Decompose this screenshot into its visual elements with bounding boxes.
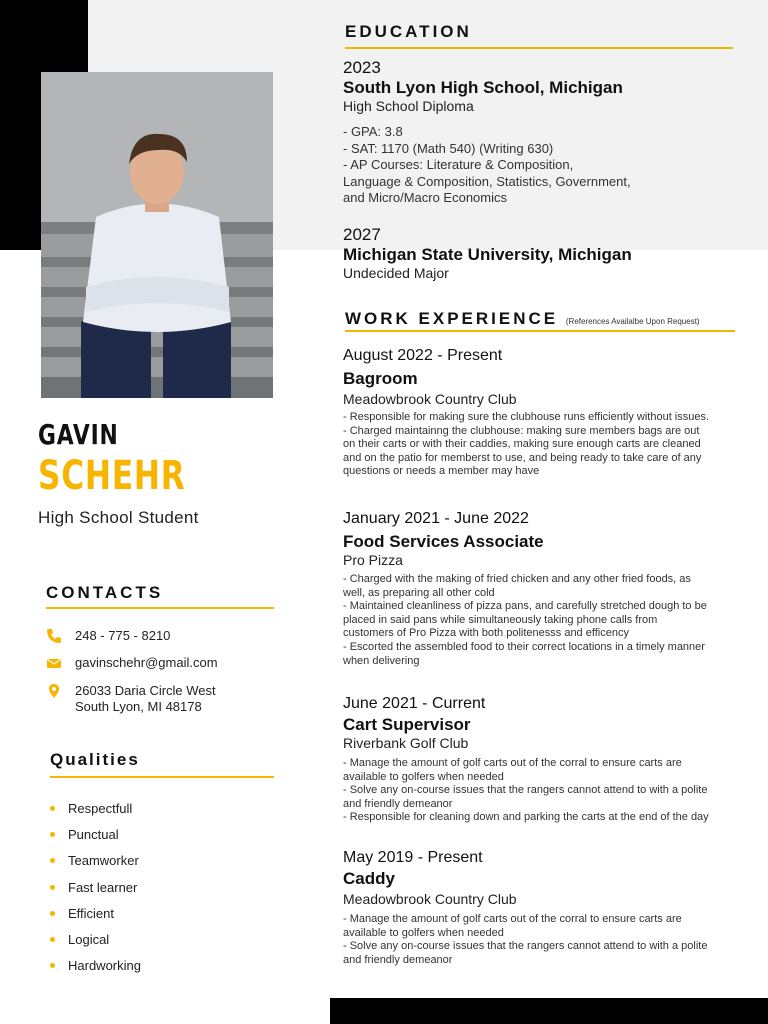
- contacts-heading: CONTACTS: [46, 583, 164, 602]
- qualities-heading: Qualities: [50, 750, 140, 769]
- job-date: August 2022 - Present: [343, 347, 503, 364]
- bullet-dot-icon: [50, 937, 55, 942]
- qualities-rule: [50, 776, 274, 778]
- job-entry: [343, 347, 753, 479]
- job-organization: Riverbank Golf Club: [343, 735, 469, 751]
- education-year: 2027: [343, 225, 381, 244]
- job-description: - Charged with the making of fried chicken and any other fried foods, as well, as preparing all other cold - Maintained cleanliness of pizza pans, and carefully stretched dough to be placed in said pans while simultaneously taking phone calls from customers of Pro Pizza with both politenesss and efficency - Escorted the assembled food to their correct locations in a timely manner when delivering: [343, 573, 707, 667]
- quality-item: Punctual: [50, 821, 141, 847]
- job-date: June 2021 - Current: [343, 695, 486, 712]
- last-name: SCHEHR: [38, 453, 186, 499]
- job-organization: Meadowbrook Country Club: [343, 891, 517, 907]
- email-address: gavinschehr@gmail.com: [75, 655, 218, 670]
- job-description: - Manage the amount of golf carts out of the corral to ensure carts are available to golfers when needed - Solve any on-course issues that the rangers cannot attend to with a polite and friendly demeanor: [343, 913, 708, 966]
- contact-address: [46, 683, 216, 715]
- education-school: Michigan State University, Michigan: [343, 245, 632, 264]
- education-year: 2023: [343, 58, 381, 77]
- bullet-dot-icon: [50, 806, 55, 811]
- references-note: (References Availalbe Upon Request): [565, 317, 700, 326]
- education-school: South Lyon High School, Michigan: [343, 78, 623, 97]
- work-rule: [345, 330, 735, 332]
- contact-phone[interactable]: [46, 628, 170, 644]
- quality-item: Respectfull: [50, 795, 141, 821]
- location-pin-icon: [46, 683, 62, 699]
- address-line-1: 26033 Daria Circle West: [75, 683, 216, 698]
- education-entry: [343, 225, 753, 281]
- phone-number: 248 - 775 - 8210: [75, 628, 171, 643]
- quality-item: Efficient: [50, 900, 141, 926]
- profile-photo: [41, 72, 273, 398]
- quality-item: Fast learner: [50, 874, 141, 900]
- job-description: - Manage the amount of golf carts out of the corral to ensure carts are available to golfers when needed - Solve any on-course issues that the rangers cannot attend to with a polite and friendly demeanor - Responsible for cleaning down and parking the carts at the end of the day: [343, 757, 709, 824]
- bullet-dot-icon: [50, 963, 55, 968]
- bottom-black-bar: [330, 998, 768, 1024]
- quality-item: Teamworker: [50, 848, 141, 874]
- bullet-dot-icon: [50, 832, 55, 837]
- education-rule: [345, 47, 733, 49]
- job-entry: [343, 849, 753, 967]
- education-degree: High School Diploma: [343, 98, 474, 114]
- quality-item: Hardworking: [50, 953, 141, 979]
- email-icon: [46, 655, 62, 671]
- first-name: GAVIN: [38, 418, 119, 451]
- education-heading: EDUCATION: [345, 22, 472, 41]
- qualities-list: [50, 795, 141, 979]
- education-degree: Undecided Major: [343, 265, 449, 281]
- job-entry: [343, 510, 753, 668]
- phone-icon: [46, 628, 62, 644]
- job-subtitle: High School Student: [38, 508, 199, 527]
- job-title: Cart Supervisor: [343, 715, 471, 734]
- job-date: January 2021 - June 2022: [343, 510, 529, 527]
- address-line-2: South Lyon, MI 48178: [75, 699, 202, 714]
- bullet-dot-icon: [50, 858, 55, 863]
- job-organization: Pro Pizza: [343, 552, 403, 568]
- job-date: May 2019 - Present: [343, 849, 483, 866]
- work-heading: WORK EXPERIENCE (References Availalbe Upon Request): [345, 309, 700, 328]
- job-title: Food Services Associate: [343, 532, 544, 551]
- contact-email[interactable]: [46, 655, 218, 671]
- education-entry: [343, 58, 753, 207]
- job-title: Bagroom: [343, 369, 418, 388]
- bullet-dot-icon: [50, 885, 55, 890]
- bullet-dot-icon: [50, 911, 55, 916]
- job-organization: Meadowbrook Country Club: [343, 391, 517, 407]
- job-title: Caddy: [343, 869, 395, 888]
- contacts-rule: [46, 607, 274, 609]
- education-details: - GPA: 3.8 - SAT: 1170 (Math 540) (Writing 630) - AP Courses: Literature & Composition, Language & Composition, Statistics, Government, and Micro/Macro Economics: [343, 124, 631, 205]
- job-description: - Responsible for making sure the clubhouse runs efficiently without issues. - Charged maintainng the clubhouse: making sure members bags are out on their carts or with their caddies, making sure enough carts are cleaned and on the patio for memberst to use, and being ready to take care of any questions or needs a member may have: [343, 411, 710, 478]
- job-entry: [343, 695, 753, 825]
- quality-item: Logical: [50, 926, 141, 952]
